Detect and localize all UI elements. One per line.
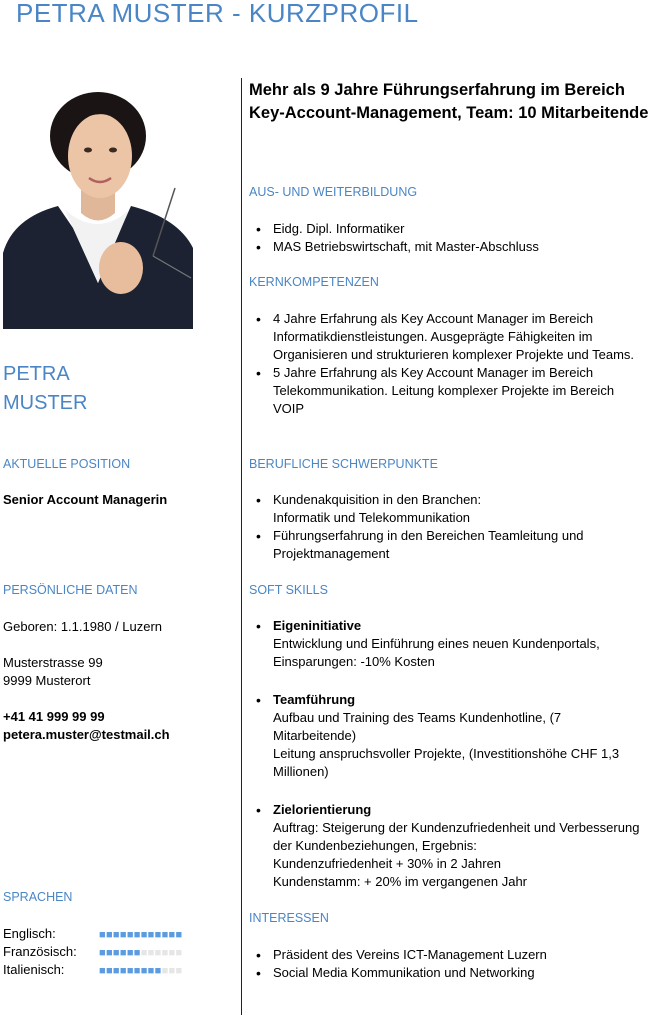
- soft-skill-item: [249, 617, 600, 671]
- language-name: Englisch:: [3, 926, 56, 941]
- languages-heading: SPRACHEN: [3, 890, 73, 904]
- rating-square-icon: ■: [105, 947, 113, 959]
- rating-square-icon: ■: [147, 929, 155, 941]
- rating-square-icon: ■: [99, 965, 106, 977]
- soft-skill-block: [249, 617, 600, 671]
- soft-skill-line: Entwicklung und Einführung eines neuen Kundenportals,: [273, 636, 600, 651]
- focus-item-line: Informatik und Telekommunikation: [273, 510, 471, 525]
- rating-square-icon: ■: [119, 929, 127, 941]
- focus-item-line: • Führungserfahrung in den Bereichen Teamleitung und: [273, 528, 584, 543]
- focus-item-line: Projektmanagement: [273, 546, 390, 561]
- competencies-heading: KERNKOMPETENZEN: [249, 275, 379, 289]
- rating-square-icon: ■: [168, 929, 176, 941]
- interest-item: [249, 946, 547, 964]
- competency-item-line: Telekommunikation. Leitung komplexer Projekte im Bereich: [273, 383, 615, 398]
- rating-square-icon: ■: [154, 965, 162, 977]
- rating-square-icon: ■: [99, 947, 106, 959]
- language-row: [3, 961, 182, 980]
- soft-skill-item: [249, 691, 619, 781]
- rating-square-icon: ■: [119, 965, 127, 977]
- rating-square-icon: ■: [154, 947, 162, 959]
- competency-item-line: VOIP: [273, 401, 305, 416]
- first-name: PETRA: [3, 363, 70, 385]
- rating-square-icon: ■: [99, 929, 106, 941]
- soft-skill-title: • Teamführung: [273, 692, 356, 707]
- position-heading: AKTUELLE POSITION: [3, 457, 131, 471]
- soft-skills-heading: SOFT SKILLS: [249, 583, 328, 597]
- rating-square-icon: ■: [112, 929, 120, 941]
- rating-square-icon: ■: [133, 965, 141, 977]
- soft-skill-line: Auftrag: Steigerung der Kundenzufriedenheit und Verbesserung: [273, 820, 640, 835]
- email: petera.muster@testmail.ch: [3, 727, 170, 742]
- education-list: [249, 220, 539, 256]
- soft-skill-line: Mitarbeitende): [273, 728, 357, 743]
- soft-skill-title: • Zielorientierung: [273, 802, 372, 817]
- soft-skill-block: [249, 691, 619, 781]
- competency-item: [249, 364, 634, 418]
- soft-skill-line: Aufbau und Training des Teams Kundenhotline, (7: [273, 710, 562, 725]
- rating-square-icon: ■: [140, 947, 148, 959]
- rating-square-icon: ■: [161, 965, 169, 977]
- headline: Mehr als 9 Jahre Führungserfahrung im Bereich Key-Account-Management, Team: 10 Mitarbeitende: [249, 81, 649, 122]
- rating-square-icon: ■: [126, 947, 134, 959]
- soft-skill-item: [249, 801, 639, 891]
- soft-skill-line: Leitung anspruchsvoller Projekte, (Investitionshöhe CHF 1,3: [273, 746, 620, 761]
- birth-info: Geboren: 1.1.1980 / Luzern: [3, 619, 163, 634]
- education-heading: AUS- UND WEITERBILDUNG: [249, 185, 418, 199]
- rating-square-icon: ■: [140, 929, 148, 941]
- interest-item-text: Präsident des Vereins ICT-Management Luzern: [273, 947, 547, 962]
- rating-square-icon: ■: [168, 947, 176, 959]
- personal-heading: PERSÖNLICHE DATEN: [3, 583, 138, 597]
- language-rating: [99, 944, 182, 962]
- education-item-text: Eidg. Dipl. Informatiker: [273, 221, 405, 236]
- phone: +41 41 999 99 99: [3, 709, 105, 724]
- focus-heading: BERUFLICHE SCHWERPUNKTE: [249, 457, 438, 471]
- language-name: Italienisch:: [3, 962, 65, 977]
- rating-square-icon: ■: [112, 965, 120, 977]
- page-title: PETRA MUSTER - KURZPROFIL: [16, 0, 419, 28]
- focus-item: [249, 527, 584, 563]
- language-rating: [99, 926, 182, 944]
- focus-item: [249, 491, 584, 527]
- focus-item-line: • Kundenakquisition in den Branchen:: [273, 492, 482, 507]
- competency-item: [249, 310, 634, 364]
- soft-skill-line: Kundenzufriedenheit + 30% in 2 Jahren: [273, 856, 502, 871]
- competency-item-line: Informatikdienstleistungen. Ausgeprägte Fähigkeiten im: [273, 329, 593, 344]
- education-item: [249, 238, 539, 256]
- rating-square-icon: ■: [161, 947, 169, 959]
- focus-list: [249, 491, 584, 563]
- rating-square-icon: ■: [147, 965, 155, 977]
- competency-item-line: Organisieren und strukturieren komplexer Projekte und Teams.: [273, 347, 635, 362]
- rating-square-icon: ■: [161, 929, 169, 941]
- rating-square-icon: ■: [105, 965, 113, 977]
- rating-square-icon: ■: [126, 929, 134, 941]
- interest-item: [249, 964, 547, 982]
- language-row: [3, 943, 182, 962]
- language-row: [3, 925, 182, 944]
- soft-skill-line: Millionen): [273, 764, 329, 779]
- column-divider: [241, 78, 242, 1015]
- profile-photo: [3, 78, 193, 329]
- soft-skill-line: Kundenstamm: + 20% im vergangenen Jahr: [273, 874, 528, 889]
- education-item: [249, 220, 539, 238]
- rating-square-icon: ■: [175, 929, 183, 941]
- rating-square-icon: ■: [175, 965, 183, 977]
- position-value: Senior Account Managerin: [3, 492, 168, 507]
- city: 9999 Musterort: [3, 673, 91, 688]
- soft-skill-line: der Kundenbeziehungen, Ergebnis:: [273, 838, 477, 853]
- rating-square-icon: ■: [168, 965, 176, 977]
- education-item-text: MAS Betriebswirtschaft, mit Master-Abschluss: [273, 239, 539, 254]
- rating-square-icon: ■: [133, 947, 141, 959]
- interests-heading: INTERESSEN: [249, 911, 329, 925]
- rating-square-icon: ■: [126, 965, 134, 977]
- competency-item-line: • 5 Jahre Erfahrung als Key Account Manager im Bereich: [273, 365, 594, 380]
- last-name: MUSTER: [3, 392, 88, 414]
- interest-item-text: Social Media Kommunikation und Networking: [273, 965, 535, 980]
- language-name: Französisch:: [3, 944, 77, 959]
- language-rating: [99, 962, 182, 980]
- interests-list: [249, 946, 547, 982]
- rating-square-icon: ■: [105, 929, 113, 941]
- rating-square-icon: ■: [119, 947, 127, 959]
- rating-square-icon: ■: [140, 965, 148, 977]
- rating-square-icon: ■: [175, 947, 183, 959]
- rating-square-icon: ■: [154, 929, 162, 941]
- competencies-list: [249, 310, 634, 418]
- soft-skill-line: Einsparungen: -10% Kosten: [273, 654, 435, 669]
- street: Musterstrasse 99: [3, 655, 103, 670]
- rating-square-icon: ■: [112, 947, 120, 959]
- person-name: [3, 360, 87, 418]
- rating-square-icon: ■: [147, 947, 155, 959]
- soft-skill-title: • Eigeninitiative: [273, 618, 362, 633]
- soft-skill-block: [249, 801, 639, 891]
- competency-item-line: • 4 Jahre Erfahrung als Key Account Manager im Bereich: [273, 311, 594, 326]
- rating-square-icon: ■: [133, 929, 141, 941]
